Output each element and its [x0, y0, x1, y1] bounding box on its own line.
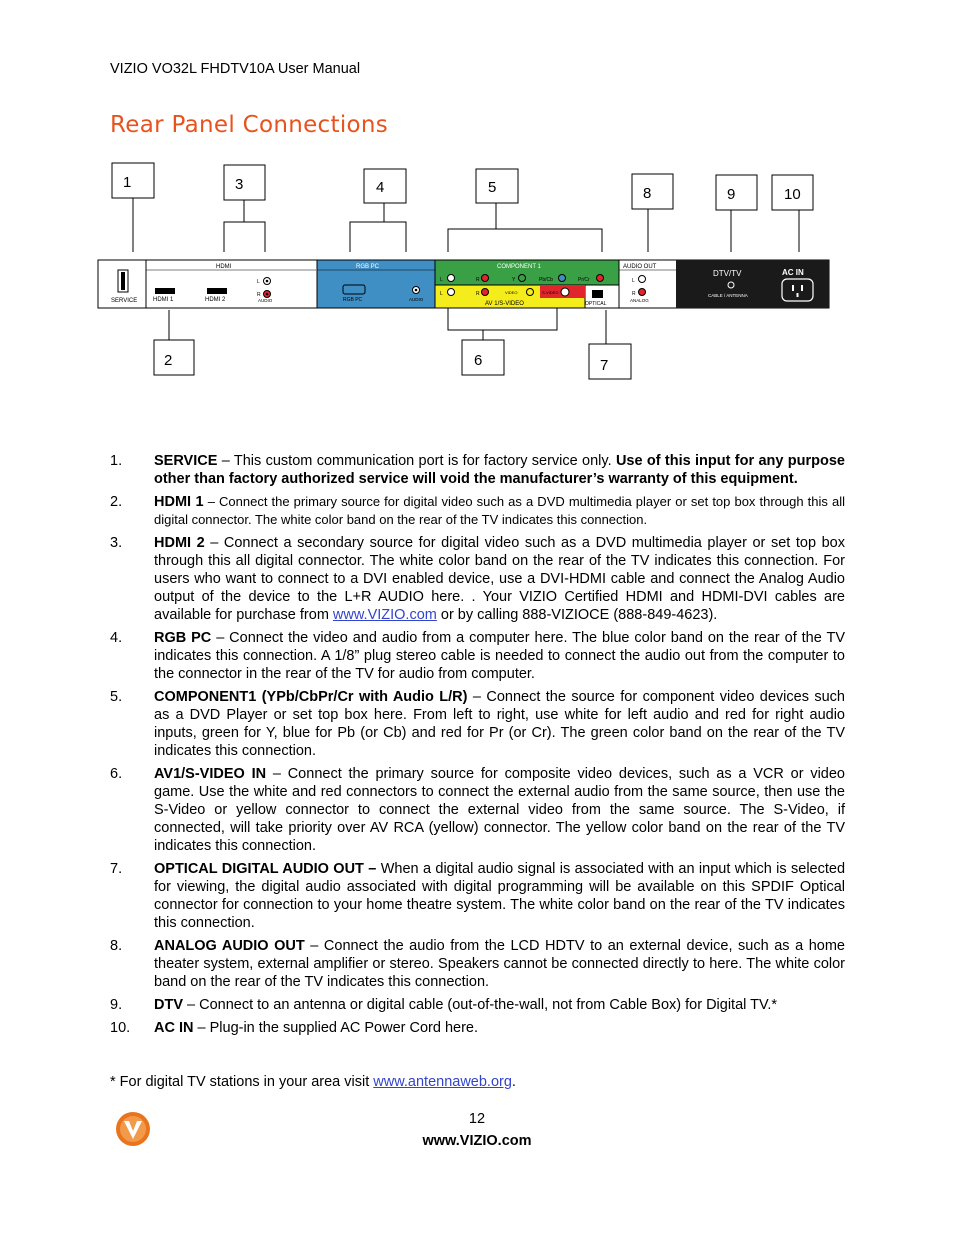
av-svideo-label: S-VIDEO	[542, 290, 559, 295]
list-item	[110, 688, 845, 760]
comp-pr-label: Pr/Cr	[578, 277, 590, 283]
rear-panel-diagram	[0, 150, 954, 390]
hdmi-audio-l-label: L	[257, 279, 260, 285]
hdmi-audio-r-label: R	[257, 292, 261, 298]
item-text: – Plug-in the supplied AC Power Cord here.	[193, 1020, 479, 1036]
hdmi-audio-label: AUDIO	[258, 298, 273, 303]
callout-9-box	[716, 175, 757, 210]
item-text: – Connect the audio from the LCD HDTV to an external device, such as a home theater system, external amplifier or stereo. Speakers cannot be connected directly to here. The white color band on the rear of the TV indicates this connection.	[154, 938, 845, 990]
item-text: – Connect the primary source for digital video such as a DVD multimedia player or set top box through this all digital connector. The white color band on the rear of the TV indicates this connection.	[154, 494, 845, 527]
optical-label: OPTICAL	[585, 301, 607, 307]
item-term: COMPONENT1 (YPb/CbPr/Cr with Audio L/R)	[154, 689, 468, 705]
footer-url[interactable]: www.VIZIO.com	[422, 1133, 532, 1149]
audio-out-header: AUDIO OUT	[623, 264, 657, 270]
section-title: Rear Panel Connections	[110, 112, 389, 138]
list-item	[110, 629, 845, 683]
item-text: – Connect to an antenna or digital cable (out-of-the-wall, not from Cable Box) for Digital TV.*	[183, 997, 778, 1013]
callout-5: 5	[488, 179, 497, 196]
item-number: 10.	[110, 1020, 131, 1036]
footnote-text: * For digital TV stations in your area visit	[110, 1074, 374, 1090]
callout-4: 4	[376, 179, 385, 196]
callout-2-box	[154, 340, 194, 375]
callout-8: 8	[643, 185, 652, 202]
item-number: 8.	[110, 938, 123, 954]
comp-l-label: L	[440, 277, 443, 283]
item-text: – Connect the primary source for composite video devices, such as a VCR or video game. Use the white and red connectors to connect the external audio from the same source, then use the S-Video or yellow connector to connect the external video from the same source. The S-Video, if connected, will take priority over AV RCA (yellow) connector. The yellow color band on the rear of the TV indicates this connection.	[154, 766, 846, 854]
list-item	[110, 493, 845, 529]
item-term: OPTICAL DIGITAL AUDIO OUT –	[154, 861, 377, 877]
aout-r-label: R	[632, 291, 636, 297]
item-text: – Connect the source for component video devices such as a DVD Player or set top box here. From left to right, use white for left audio and red for right audio inputs, green for Y, blue for Pb (or Cb) and red for Pr (or Cr). The green color band on the rear of the TV indicates this connection.	[154, 689, 845, 759]
callout-1: 1	[123, 174, 132, 191]
item-term: RGB PC	[154, 630, 212, 646]
ac-in-label: AC IN	[782, 268, 804, 277]
callout-3-box	[224, 165, 265, 200]
item-number: 5.	[110, 689, 123, 705]
hdmi-header: HDMI	[216, 264, 232, 270]
service-label: SERVICE	[111, 298, 138, 304]
cable-antenna-label: CABLE / ANTENNA	[708, 293, 748, 298]
item-warning: Use of this input for any purpose other than factory authorized service will void the manufacturer’s warranty of this equipment.	[154, 453, 845, 487]
vizio-link[interactable]: www.VIZIO.com	[332, 607, 437, 623]
rgb-header: RGB PC	[356, 264, 380, 270]
item-number: 3.	[110, 535, 123, 551]
dtv-label: DTV/TV	[713, 269, 742, 278]
item-number: 4.	[110, 630, 123, 646]
callout-10: 10	[784, 186, 801, 203]
callout-2: 2	[164, 352, 173, 369]
rgb-pc-label: RGB PC	[343, 297, 363, 303]
item-text: – Connect the video and audio from a computer here. The blue color band on the rear of the TV indicates this connection. A 1/8” plug stereo cable is needed to connect the audio out from the computer to the connector in the rear of the TV for audio from computer.	[154, 630, 845, 682]
item-term: HDMI 2	[154, 535, 205, 551]
list-item	[110, 452, 845, 488]
item-term: HDMI 1	[154, 494, 204, 510]
av-video-label: VIDEO	[505, 290, 518, 295]
connection-list	[110, 452, 845, 1042]
item-number: 7.	[110, 861, 123, 877]
list-item	[110, 765, 845, 855]
list-item	[110, 860, 845, 932]
item-text: – Connect a secondary source for digital video such as a DVD multimedia player or set top box through this all digital connector. The white color band on the rear of the TV indicates this connection. For users who want to connect to a DVI enabled device, use a DVI-HDMI cable and connect the Analog Audio output of the device to the L+R AUDIO here. . Your VIZIO Certified HDMI and HDMI-DVI cables are available for purchase from	[154, 535, 845, 623]
hdmi2-label: HDMI 2	[205, 297, 226, 303]
list-item	[110, 996, 845, 1014]
callout-4-box	[364, 169, 406, 203]
comp-r-label: R	[476, 277, 480, 283]
footnote-end: .	[511, 1074, 516, 1090]
item-term: AC IN	[154, 1020, 194, 1036]
footnote	[110, 1074, 516, 1090]
item-number: 6.	[110, 766, 123, 782]
comp-pb-label: Pb/Cb	[539, 277, 553, 283]
aout-l-label: L	[632, 278, 635, 284]
callout-6: 6	[474, 352, 483, 369]
av1-label: AV 1/S-VIDEO	[485, 301, 524, 307]
page-number: 12	[468, 1111, 486, 1127]
item-number: 9.	[110, 997, 123, 1013]
av-l-label: L	[440, 291, 443, 297]
analog-label: ANALOG	[630, 298, 649, 303]
hdmi1-label: HDMI 1	[153, 297, 174, 303]
item-term: ANALOG AUDIO OUT	[154, 938, 305, 954]
item-term: SERVICE	[154, 453, 218, 469]
callout-8-box	[632, 174, 673, 209]
comp-y-label: Y	[512, 277, 516, 283]
item-text: or by calling 888-VIZIOCE (888-849-4623).	[436, 607, 718, 623]
item-term: DTV	[154, 997, 183, 1013]
ac-socket	[782, 279, 813, 301]
callout-3: 3	[235, 176, 244, 193]
callout-7-box	[589, 344, 631, 379]
item-number: 1.	[110, 453, 123, 469]
hdmi2-port	[207, 288, 227, 294]
list-item	[110, 937, 845, 991]
hdmi1-port	[155, 288, 175, 294]
callout-9: 9	[727, 186, 736, 203]
callout-7: 7	[600, 357, 609, 374]
antennaweb-link[interactable]: www.antennaweb.org	[373, 1074, 512, 1090]
list-item	[110, 1019, 845, 1037]
callout-1-box	[112, 163, 154, 198]
component-header: COMPONENT 1	[497, 264, 541, 270]
item-number: 2.	[110, 494, 123, 510]
list-item	[110, 534, 845, 624]
item-text: When a digital audio signal is associated with an input which is selected for viewing, the digital audio associated with digital programming will be available on this SPDIF Optical connector for connection to your home theatre system. The white color band on the rear of the TV indicates this connection.	[154, 861, 846, 931]
header-title: VIZIO VO32L FHDTV10A User Manual	[110, 61, 361, 77]
callout-5-box	[476, 169, 518, 203]
item-text: – This custom communication port is for factory service only.	[217, 453, 616, 469]
callout-6-box	[462, 340, 504, 375]
rgb-audio-label: AUDIO	[409, 297, 424, 302]
av-r-label: R	[476, 291, 480, 297]
item-term: AV1/S-VIDEO IN	[154, 766, 267, 782]
